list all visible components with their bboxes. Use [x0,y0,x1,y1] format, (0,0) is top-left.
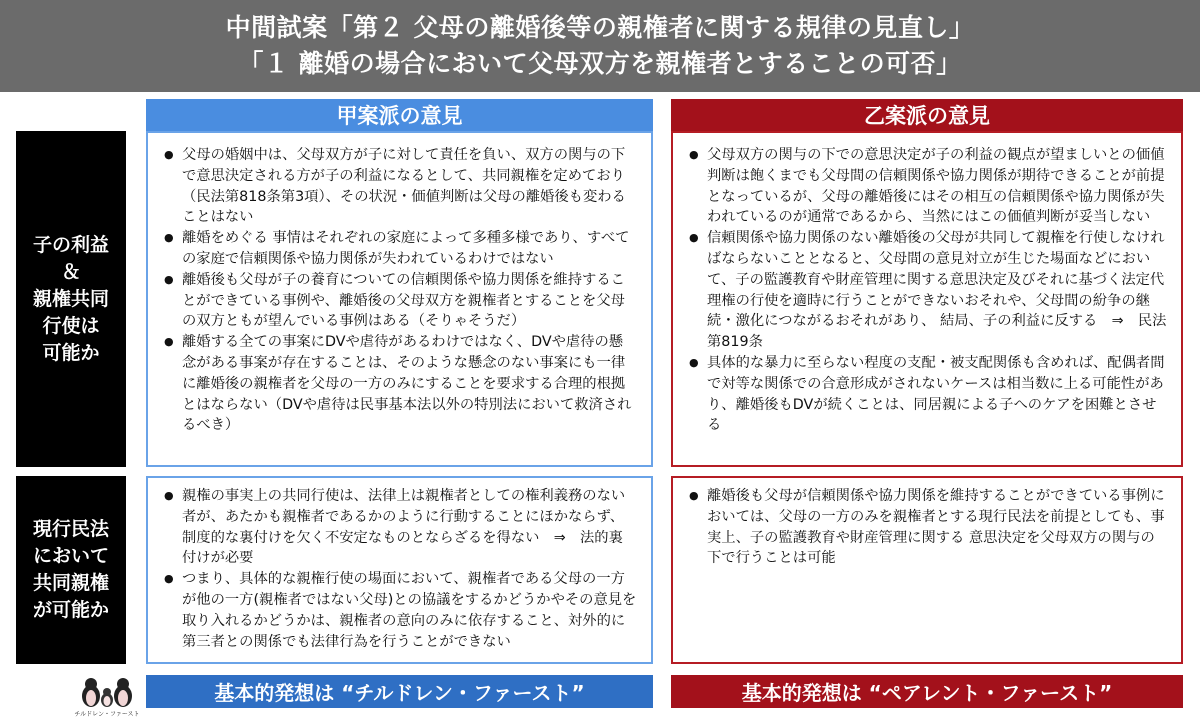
header-title-line1: 中間試案「第２ 父母の離婚後等の親権者に関する規律の見直し」 [225,13,975,42]
footer-plan-a: 基本的発想は “チルドレン・ファースト” [146,675,653,708]
bullet-item: ● 離婚後も父母が子の養育についての信頼関係や協力関係を維持することができている事例や、離婚後の父母双方を親権者とすることを父母の双方ともが望んでいる事例はある（そりゃそうだ） [162,270,637,332]
cell-plan-b-child-interest [671,131,1183,467]
cell-plan-a-child-interest [146,131,653,467]
column-header-plan-a: 甲案派の意見 [146,99,653,131]
row-label-child-interest: 子の利益 ＆ 親権共同 行使は 可能か [16,131,126,467]
bullet-item: ● つまり、具体的な親権行使の場面において、親権者である父母の一方が他の一方(親権者ではない父母)との協議をするかどうかやその意見を取り入れるかどうかは、親権者の意向のみに依存すること、対外的に第三者との関係でも法律行為を行うことができない [162,569,637,652]
bullet-item: ● 具体的な暴力に至らない程度の支配・被支配関係も含めれば、配偶者間で対等な関係での合意形成がされないケースは相当数に上る可能性があり、離婚後もDVが続くことは、同居親による子へのケアを困難とさせる [687,353,1167,436]
bullet-item: ● 離婚する全ての事案にDVや虐待があるわけではなく、DVや虐待の懸念がある事案が存在することは、そのような懸念のない事案にも一律に離婚後の親権者を父母の一方のみにすることを要求する合理的根拠とはならない（DVや虐待は民事基本法以外の特別法において救済されるべき） [162,332,637,436]
column-header-plan-b: 乙案派の意見 [671,99,1183,131]
bullet-item: ● 離婚後も父母が信頼関係や協力関係を維持することができている事例においては、父母の一方のみを親権者とする現行民法を前提としても、事実上、子の監護教育や財産管理に関する 意思決定を父母双方の関与の下で行うことは可能 [687,486,1167,569]
page-header [0,0,1200,92]
penguin-family-icon [79,672,135,708]
cell-plan-a-current-law [146,476,653,664]
bullet-item: ● 親権の事実上の共同行使は、法律上は親権者としての権利義務のない者が、あたかも親権者であるかのように行動することにほかならず、制度的な裏付けを欠く不安定なものとならざるを得ない ⇒ 法的裏付けが必要 [162,486,637,569]
logo-text: チルドレン・ファースト [74,711,140,718]
bullet-item: ● 父母双方の関与の下での意思決定が子の利益の観点が望ましいとの価値判断は飽くまでも父母間の信頼関係や協力関係が期待できることが前提となっているが、父母の離婚後にはその相互の信頼関係や協力関係が失われているのが通常であるから、当然にはこの価値判断が妥当しない [687,145,1167,228]
row-label-current-civil-code: 現行民法 において 共同親権 が可能か [16,476,126,664]
bullet-item: ● 離婚をめぐる 事情はそれぞれの家庭によって多種多様であり、すべての家庭で信頼関係や協力関係が失われているわけではない [162,228,637,270]
bullet-item: ● 父母の婚姻中は、父母双方が子に対して責任を負い、双方の関与の下で意思決定される方が子の利益になるとして、共同親権を定めており（民法第818条第3項）、その状況・価値判断は父母の離婚後も変わることはない [162,145,637,228]
header-title-line2: 「１ 離婚の場合において父母双方を親権者とすることの可否」 [238,49,962,78]
bullet-item: ● 信頼関係や協力関係のない離婚後の父母が共同して親権を行使しなければならないこととなると、父母間の意見対立が生じた場面などにおいて、子の監護教育や財産管理に関する意思決定及びそれに基づく法定代理権の行使を適時に行うことができないおそれや、父母間の紛争の継続・激化につながるおそれがあり、 結局、子の利益に反する ⇒ 民法第819条 [687,228,1167,353]
logo [72,672,142,722]
cell-plan-b-current-law [671,476,1183,664]
footer-plan-b: 基本的発想は “ペアレント・ファースト” [671,675,1183,708]
